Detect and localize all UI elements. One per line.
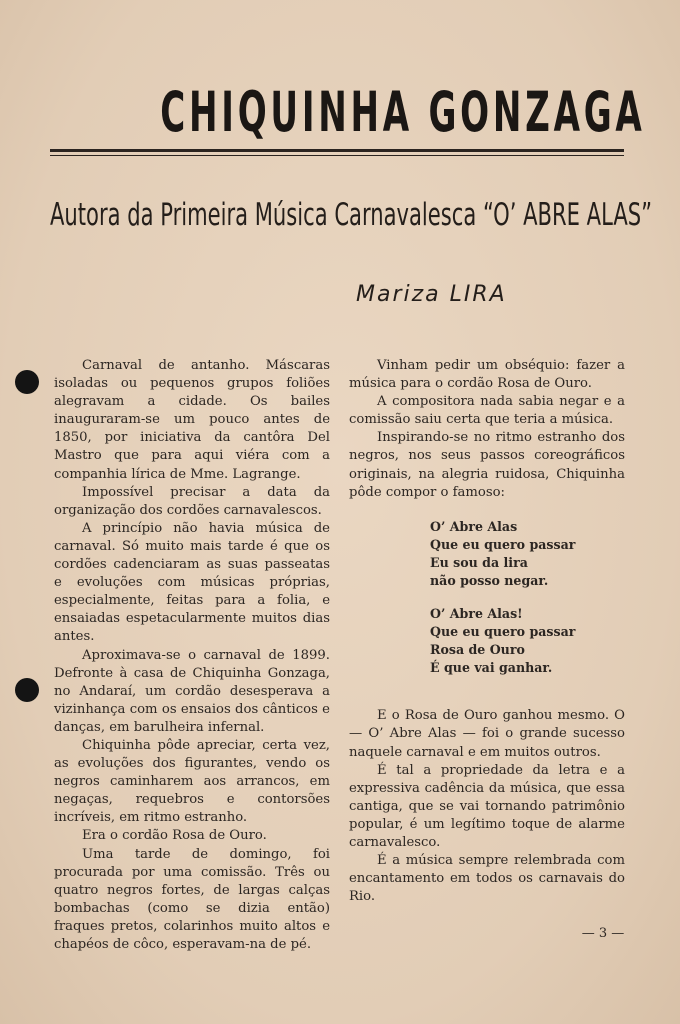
binder-hole-top: [15, 370, 39, 394]
verse-line: Eu sou da lira: [430, 555, 528, 571]
paragraph: Impossível precisar a data da organização dos cordões carnavalescos.: [54, 484, 330, 518]
page-number: — 3 —: [581, 926, 625, 941]
paragraph: É tal a propriedade da letra e a expressiva cadência da música, que essa cantiga, que se vai tornando patrimônio popular, é um legítimo toque de alarme carnavalesco.: [349, 762, 625, 851]
paragraph: Uma tarde de domingo, foi procurada por uma comissão. Três ou quatro negros fortes, de largas calças bombachas (como se dizia então) fraques pretos, colarinhos muito altos e chapéos de côco, esperavam-na de pé.: [54, 846, 330, 952]
paragraph: Era o cordão Rosa de Ouro.: [82, 828, 267, 844]
verse-line: Que eu quero passar: [430, 536, 576, 552]
title-rule-thin: [50, 155, 624, 156]
verse-line: Que eu quero passar: [430, 623, 576, 639]
after-verse-text: [349, 707, 625, 906]
verse-line: O’ Abre Alas: [430, 518, 518, 534]
verse-line: O’ Abre Alas!: [430, 605, 523, 621]
page-title: CHIQUINHA GONZAGA: [160, 80, 646, 144]
paragraph: Vinham pedir um obséquio: fazer a música para o cordão Rosa de Ouro.: [349, 358, 625, 392]
song-verse-1: [430, 518, 625, 678]
author-byline: Mariza LIRA: [356, 282, 507, 307]
subtitle: Autora da Primeira Música Carnavalesca “O’ ABRE ALAS”: [50, 197, 653, 233]
paragraph: E o Rosa de Ouro ganhou mesmo. O — O’ Abre Alas — foi o grande sucesso naquele carnaval e em muitos outros.: [349, 708, 625, 760]
paragraph: Chiquinha pôde apreciar, certa vez, as evoluções dos figurantes, vendo os negros caminharem aos arrancos, em negaças, requebros e contorsões incríveis, em ritmo estranho.: [54, 737, 330, 826]
paragraph: Carnaval de antanho. Máscaras isoladas ou pequenos grupos foliões alegravam a cidade. Os bailes inauguraram-se um pouco antes de 1850, por iniciativa da cantôra Del Mastro que para aqui viéra com a companhia lírica de Mme. Lagrange.: [54, 358, 330, 482]
paragraph: É a música sempre relembrada com encantamento em todos os carnavais do Rio.: [349, 853, 625, 905]
title-rule-thick: [50, 149, 624, 152]
paragraph: A compositora nada sabia negar e a comissão saiu certa que teria a música.: [349, 394, 625, 428]
verse-gap: [430, 591, 625, 605]
verse-line: É que vai ganhar.: [430, 660, 553, 676]
binder-hole-bottom: [15, 678, 39, 702]
verse-line: Rosa de Ouro: [430, 641, 525, 657]
paragraph: Aproximava-se o carnaval de 1899. Defronte à casa de Chiquinha Gonzaga, no Andaraí, um cordão desesperava a vizinhança com os ensaios dos cânticos e danças, em barulheira infernal.: [54, 647, 330, 735]
paragraph: A princípio não havia música de carnaval. Só muito mais tarde é que os cordões cadenciaram as suas passeatas e evoluções com músicas próprias, especialmente, feitas para a folia, e ensaiadas espetacularmente muitos dias antes.: [54, 520, 330, 645]
verse-line: não posso negar.: [430, 573, 549, 589]
left-column: [54, 357, 330, 954]
right-column: [349, 357, 625, 906]
paragraph: Inspirando-se no ritmo estranho dos negros, nos seus passos coreográficos originais, na alegria ruidosa, Chiquinha pôde compor o famoso:: [349, 430, 625, 500]
